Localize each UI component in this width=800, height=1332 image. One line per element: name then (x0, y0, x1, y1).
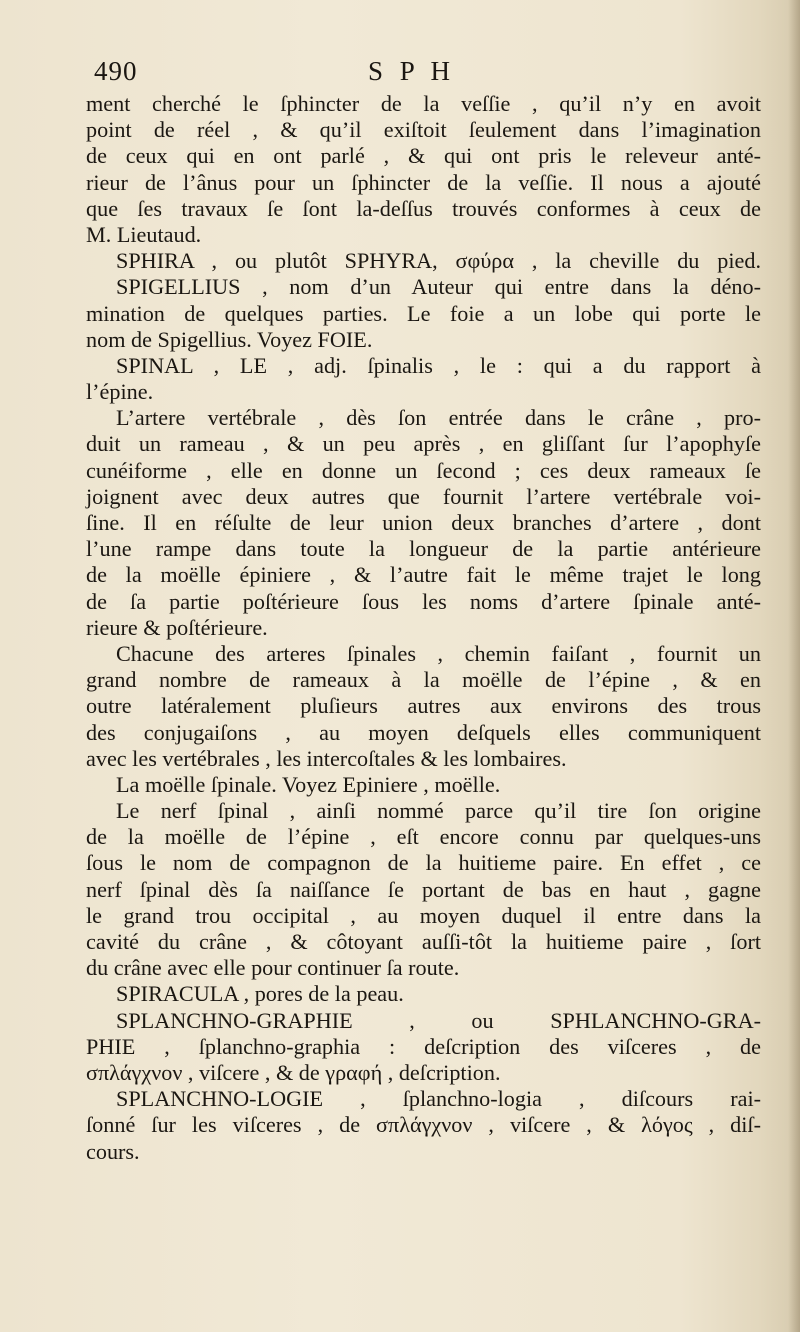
text-line: nom de Spigellius. Voyez FOIE. (86, 326, 373, 352)
page-number: 490 (94, 56, 138, 86)
entry-splanchnographie: SPLANCHNO-GRAPHIE , ou SPHLANCHNO-GRA- (116, 1007, 761, 1033)
text-line: ſonné ſur les viſceres , de σπλάγχνον , viſcere , & λόγος , diſ- (86, 1112, 761, 1138)
entry-sphira: SPHIRA , ou plutôt SPHYRA, σφύρα , la cheville du pied. (116, 248, 761, 274)
paragraph-start: Chacune des arteres ſpinales , chemin faiſant , fournit un (116, 640, 761, 666)
running-head: S P H (368, 56, 456, 86)
page-edge-shadow (788, 0, 800, 1332)
text-line: cunéiforme , elle en donne un ſecond ; ces deux rameaux ſe (86, 457, 761, 483)
text-line: outre latéralement pluſieurs autres aux environs des trous (86, 693, 761, 719)
text-line: de ceux qui en ont parlé , & qui ont pris le releveur anté- (86, 143, 761, 169)
text-line: que ſes travaux ſe ſont la-deſſus trouvés conformes à ceux de (86, 195, 761, 221)
text-line: cours. (86, 1138, 140, 1164)
text-line: avec les vertébrales , les intercoſtales & les lombaires. (86, 745, 567, 771)
text-line: l’épine. (86, 379, 154, 405)
text-line: joignent avec deux autres que fournit l’artere vertébrale voi- (86, 483, 761, 509)
text-line: cavité du crâne , & côtoyant auſſi-tôt la huitieme paire , ſort (86, 929, 761, 954)
dictionary-text (86, 91, 761, 1165)
text-line: du crâne avec elle pour continuer ſa route. (86, 955, 460, 981)
text-line: de ſa partie poſtérieure ſous les noms d’artere ſpinale anté- (86, 588, 761, 614)
paragraph-start: L’artere vertébrale , dès ſon entrée dans le crâne , pro- (116, 405, 761, 431)
entry-spinal: SPINAL , LE , adj. ſpinalis , le : qui a du rapport à (116, 352, 761, 378)
text-line: des conjugaiſons , au moyen deſquels elles communiquent (86, 719, 761, 745)
text-line: de la moëlle de l’épine , eſt encore connu par quelques-uns (86, 824, 761, 850)
text-line: ment cherché le ſphincter de la veſſie , qu’il n’y en avoit (86, 91, 761, 116)
text-line: ſine. Il en réſulte de leur union deux branches d’artere , dont (86, 510, 761, 535)
text-line: de la moëlle épiniere , & l’autre fait le même trajet le long (86, 562, 761, 588)
text-line: mination de quelques parties. Le foie a un lobe qui porte le (86, 300, 761, 326)
text-line: rieur de l’ânus pour un ſphincter de la veſſie. Il nous a ajouté (86, 169, 761, 195)
text-line: l’une rampe dans toute la longueur de la partie antérieure (86, 536, 761, 562)
text-line: le grand trou occipital , au moyen duquel il entre dans la (86, 902, 761, 928)
text-line: PHIE , ſplanchno-graphia : deſcription des viſceres , de (86, 1033, 761, 1059)
text-line: rieure & poſtérieure. (86, 614, 268, 640)
entry-splanchnologie: SPLANCHNO-LOGIE , ſplanchno-logia , diſcours rai- (116, 1086, 761, 1112)
text-line: σπλάγχνον , viſcere , & de γραφή , deſcription. (86, 1059, 501, 1085)
text-line: nerf ſpinal dès ſa naiſſance ſe portant de bas en haut , gagne (86, 876, 761, 902)
text-line: point de réel , & qu’il exiſtoit ſeulement dans l’imagination (86, 117, 761, 143)
text-line: duit un rameau , & un peu après , en gliſſant ſur l’apophyſe (86, 431, 761, 457)
paragraph-start: Le nerf ſpinal , ainſi nommé parce qu’il tire ſon origine (116, 798, 761, 824)
text-line: M. Lieutaud. (86, 221, 202, 247)
entry-spiracula: SPIRACULA , pores de la peau. (116, 981, 404, 1007)
paragraph-start: La moëlle ſpinale. Voyez Epiniere , moëlle. (116, 771, 501, 797)
text-line: grand nombre de rameaux à la moëlle de l’épine , & en (86, 667, 761, 693)
page-header (86, 56, 756, 96)
entry-spigellius: SPIGELLIUS , nom d’un Auteur qui entre dans la déno- (116, 274, 761, 300)
text-line: ſous le nom de compagnon de la huitieme paire. En effet , ce (86, 850, 761, 876)
